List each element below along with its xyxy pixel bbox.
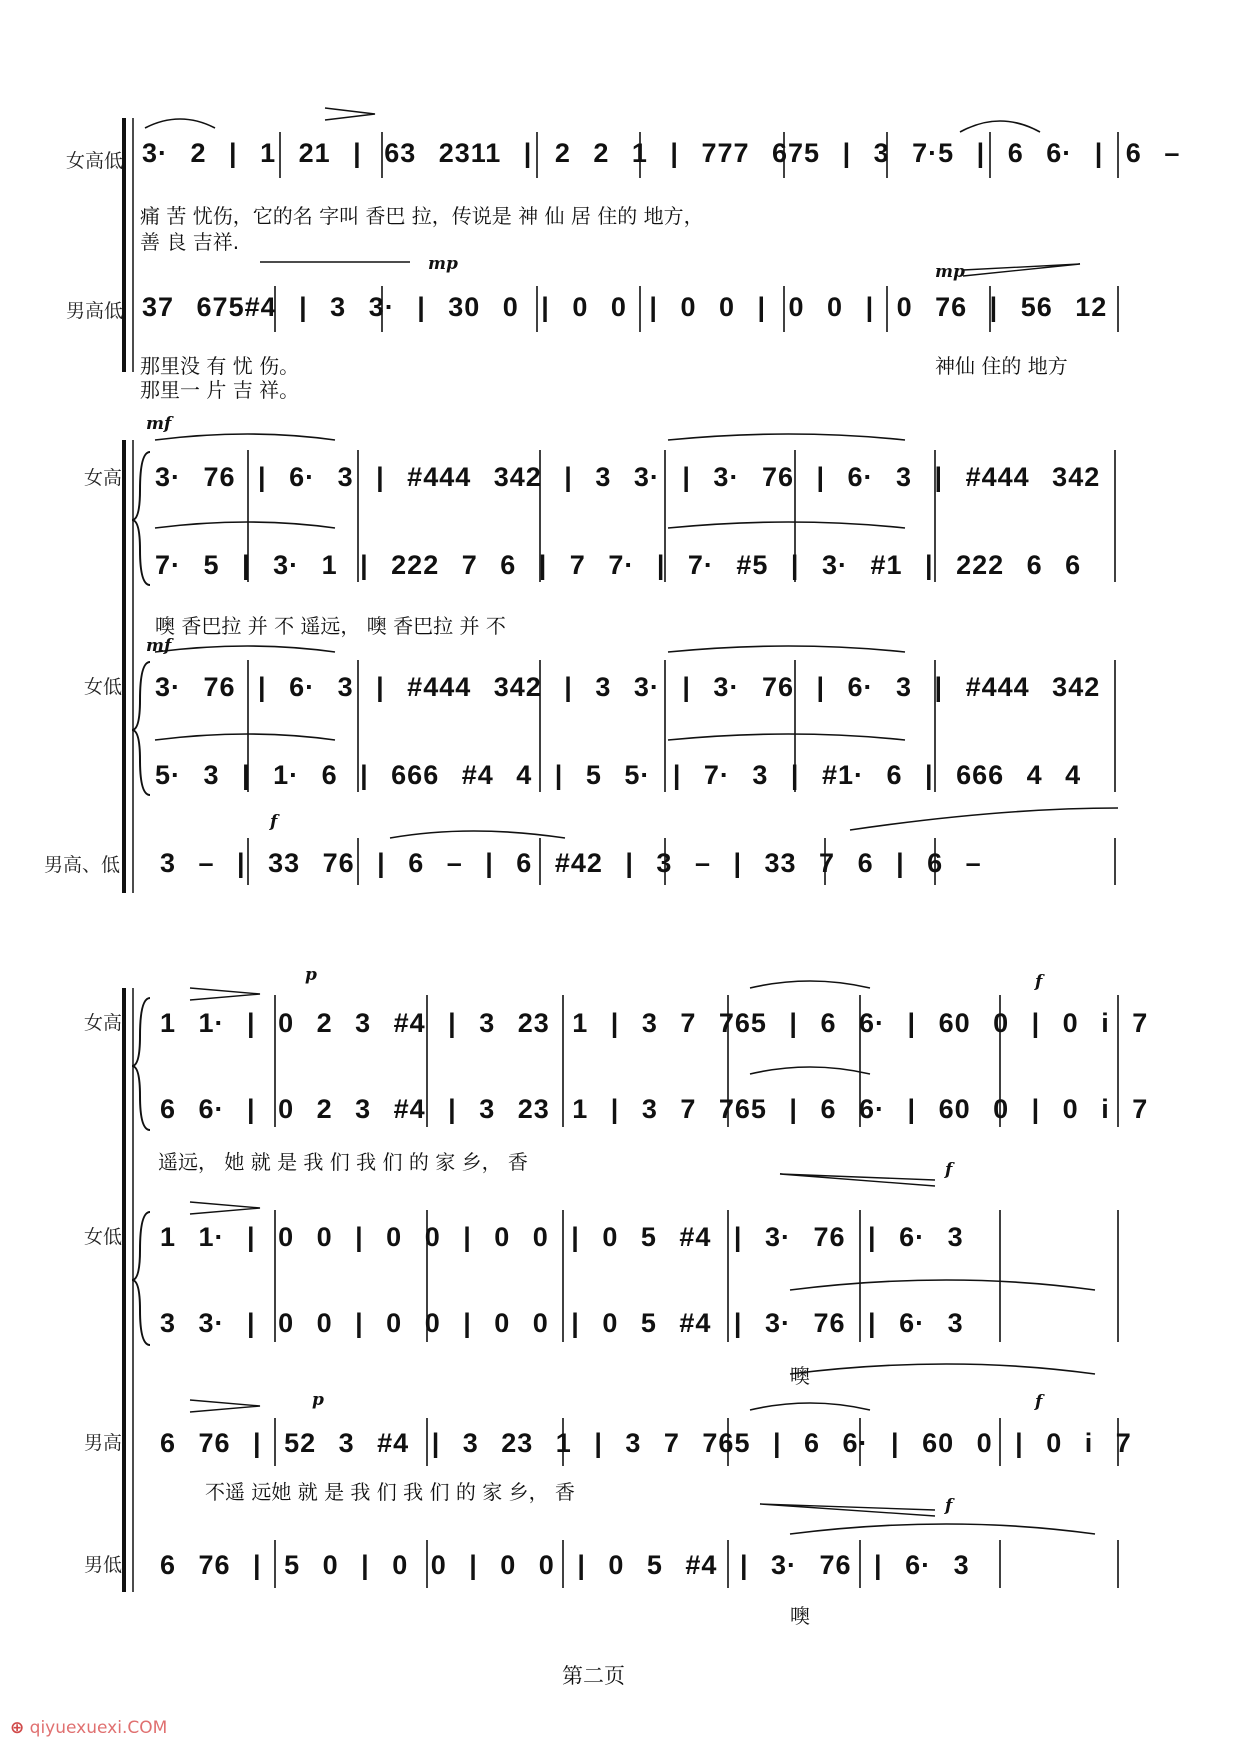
part-label: 男高低 bbox=[66, 300, 124, 322]
male-notes: 37 675#4 | 3 3· | 30 0 | 0 0 | 0 0 | 0 0 | 0 76 | 56 12 bbox=[142, 292, 1108, 322]
dynamic-mark: mp bbox=[935, 262, 965, 282]
part-label: 女高低 bbox=[66, 150, 124, 172]
site-watermark bbox=[10, 1718, 167, 1738]
tenor-notes: 6 76 | 52 3 #4 | 3 23 1 | 3 7 765 | 6 6· | 60 0 | 0 i 7 bbox=[160, 1428, 1132, 1458]
dynamic-mark: f bbox=[945, 1160, 953, 1180]
watermark-logo-icon: ⊕ bbox=[10, 1718, 25, 1738]
men-notes: 3 – | 33 76 | 6 – | 6 #42 | 3 – | 33 7 6 | 6 – bbox=[160, 848, 982, 878]
part-label: 女高 bbox=[84, 467, 123, 489]
soprano-upper-notes: 3· 76 | 6· 3 | #444 342 | 3 3· | 3· 76 | 6· 3 | #444 342 bbox=[155, 462, 1101, 492]
part-label: 女低 bbox=[84, 1226, 123, 1248]
page-number: 第二页 bbox=[562, 1664, 625, 1688]
soprano-lower-notes: 6 6· | 0 2 3 #4 | 3 23 1 | 3 7 765 | 6 6· | 60 0 | 0 i 7 bbox=[160, 1094, 1149, 1124]
male-lyric-2: 那里一 片 吉 祥。 bbox=[140, 378, 300, 402]
part-label: 男高、低 bbox=[44, 854, 121, 876]
soprano-upper-notes: 1 1· | 0 2 3 #4 | 3 23 1 | 3 7 765 | 6 6· | 60 0 | 0 i 7 bbox=[160, 1008, 1149, 1038]
alto-upper-notes: 1 1· | 0 0 | 0 0 | 0 0 | 0 5 #4 | 3· 76 | 6· 3 bbox=[160, 1222, 964, 1252]
male-lyric-right: 神仙 住的 地方 bbox=[935, 354, 1068, 378]
dynamic-mark: f bbox=[945, 1496, 953, 1516]
alto-upper-notes: 3· 76 | 6· 3 | #444 342 | 3 3· | 3· 76 | 6· 3 | #444 342 bbox=[155, 672, 1101, 702]
part-label: 女高 bbox=[84, 1012, 123, 1034]
soprano-lower-notes: 7· 5 | 3· 1 | 222 7 6 | 7 7· | 7· #5 | 3· #1 | 222 6 6 bbox=[155, 550, 1082, 580]
part-label: 男高 bbox=[84, 1432, 123, 1454]
dynamic-mark: p bbox=[305, 965, 317, 985]
part-label: 女低 bbox=[84, 676, 123, 698]
male-lyric-1: 那里没 有 忧 伤。 bbox=[140, 354, 300, 378]
alto-lyric: 噢 bbox=[790, 1364, 810, 1388]
dynamic-mark: f bbox=[270, 812, 278, 832]
alto-lower-notes: 3 3· | 0 0 | 0 0 | 0 0 | 0 5 #4 | 3· 76 | 6· 3 bbox=[160, 1308, 964, 1338]
dynamic-mark: mp bbox=[428, 254, 458, 274]
soprano-lyric: 噢 香巴拉 并 不 遥远， 噢 香巴拉 并 不 bbox=[155, 614, 506, 638]
alto-lower-notes: 5· 3 | 1· 6 | 666 #4 4 | 5 5· | 7· 3 | #1· 6 | 666 4 4 bbox=[155, 760, 1082, 790]
watermark-text: qiyuexuexi.COM bbox=[29, 1718, 168, 1738]
female-lyric-1: 痛 苦 忧伤，它的名 字叫 香巴 拉，传说是 神 仙 居 住的 地方， bbox=[140, 204, 704, 228]
dynamic-mark: p bbox=[312, 1390, 324, 1410]
female-lyric-2: 善 良 吉祥. bbox=[140, 230, 240, 254]
female-notes: 3· 2 | 1 21 | 63 2311 | 2 2 1 | 777 675 | 3 7·5 | 6 6· | 6 – bbox=[142, 138, 1181, 168]
soprano-lyric: 遥远， 她 就 是 我 们 我 们 的 家 乡， 香 bbox=[158, 1150, 528, 1174]
part-label: 男低 bbox=[84, 1554, 123, 1576]
dynamic-mark: mf bbox=[146, 636, 172, 656]
dynamic-mark: f bbox=[1035, 1392, 1043, 1412]
tenor-lyric: 不遥 远她 就 是 我 们 我 们 的 家 乡， 香 bbox=[205, 1480, 575, 1504]
bass-notes: 6 76 | 5 0 | 0 0 | 0 0 | 0 5 #4 | 3· 76 | 6· 3 bbox=[160, 1550, 970, 1580]
bass-lyric: 噢 bbox=[790, 1604, 810, 1628]
dynamic-mark: f bbox=[1035, 972, 1043, 992]
dynamic-mark: mf bbox=[146, 414, 172, 434]
